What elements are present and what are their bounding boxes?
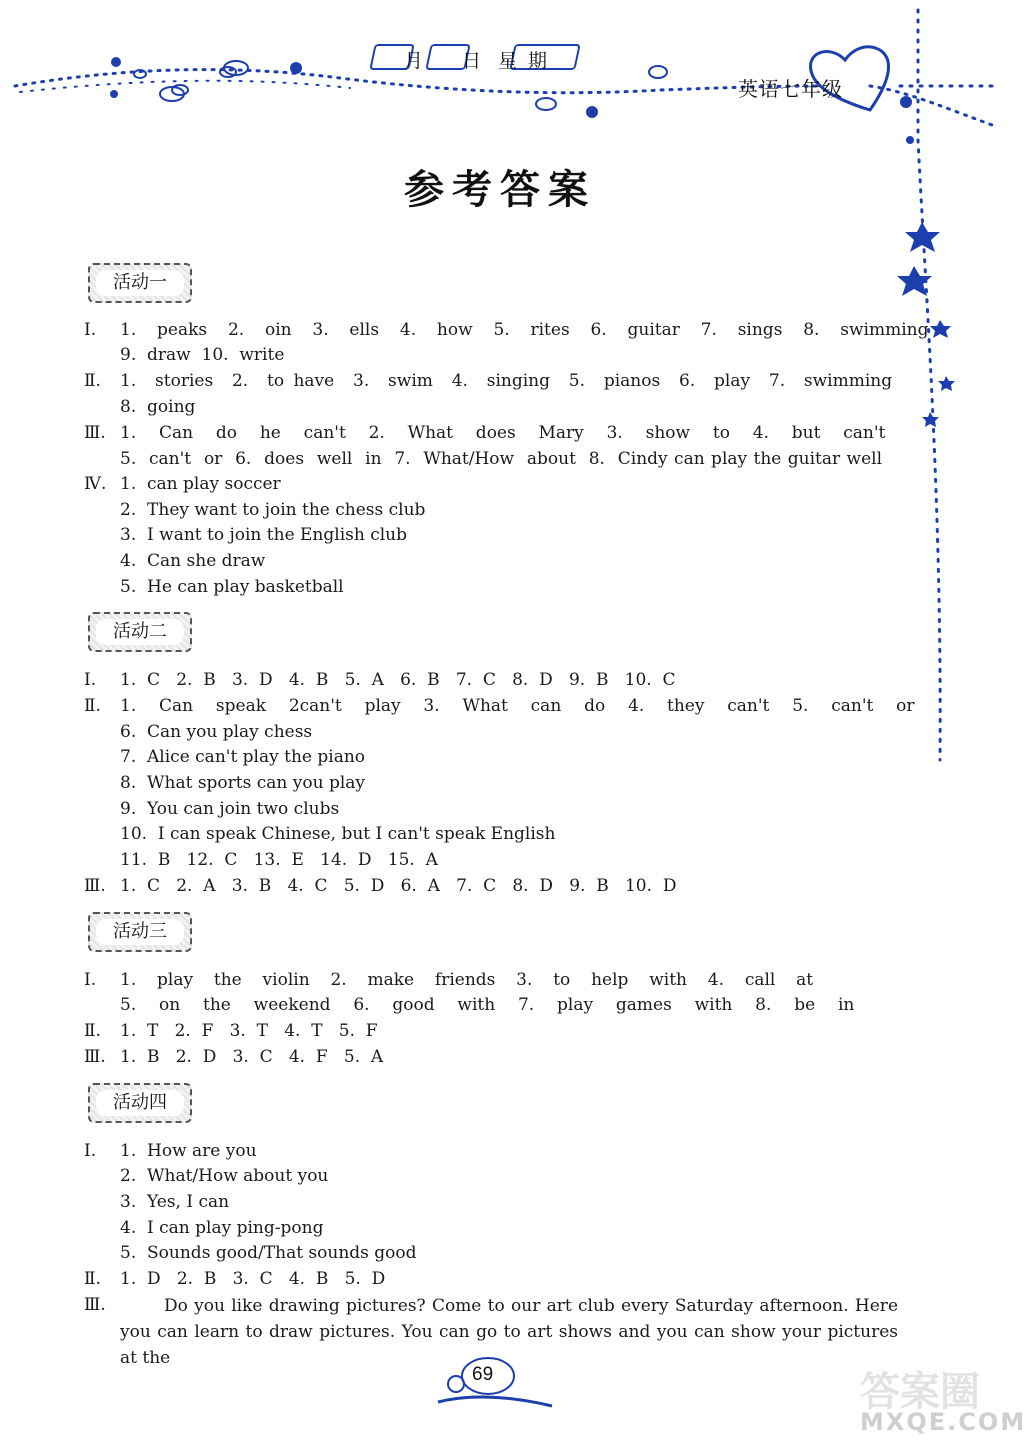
page-title: 参考答案 — [404, 167, 596, 213]
section-badge-3 — [88, 912, 192, 952]
answer-line: 1. Can do he can't 2. What does Mary 3. show to 4. but can't — [120, 423, 886, 443]
part-number: Ⅲ. — [84, 1047, 106, 1067]
answer-line: 3. Yes, I can — [120, 1192, 230, 1212]
answer-line: 2. What/How about you — [120, 1166, 329, 1186]
answer-line: 5. Sounds good/That sounds good — [120, 1243, 417, 1263]
part-number: Ⅰ. — [84, 670, 97, 690]
answer-line: 1. Can speak 2can't play 3. What can do 4. they can't 5. can't or — [120, 696, 915, 716]
subject-label: 英语七年级 — [738, 77, 843, 101]
answer-line: 8. going — [120, 397, 196, 417]
answer-line: 1. stories 2. to have 3. swim 4. singing 5. pianos 6. play 7. swimming — [120, 371, 893, 391]
section-badge-label: 活动一 — [96, 270, 184, 296]
date-label-star: 星 — [498, 50, 518, 72]
answer-line: 8. What sports can you play — [120, 773, 366, 793]
answer-line: 2. They want to join the chess club — [120, 500, 426, 520]
answer-line: 9. draw 10. write — [120, 345, 285, 365]
watermark-text: MXQE.COM — [860, 1408, 1026, 1436]
part-number: Ⅱ. — [84, 371, 101, 391]
section-badge-label: 活动四 — [96, 1090, 184, 1116]
answer-line: 5. He can play basketball — [120, 577, 344, 597]
answer-line: 1. peaks 2. oin 3. ells 4. how 5. rites 6. guitar 7. sings 8. swimming — [120, 320, 929, 340]
answer-line: 1. can play soccer — [120, 474, 281, 494]
part-number: Ⅲ. — [84, 423, 106, 443]
answer-line: 1. T 2. F 3. T 4. T 5. F — [120, 1021, 378, 1041]
answer-line: 5. on the weekend 6. good with 7. play games with 8. be in — [120, 995, 855, 1015]
page-number-decoration — [430, 1350, 560, 1410]
part-number: Ⅰ. — [84, 1141, 97, 1161]
part-number: Ⅱ. — [84, 1269, 101, 1289]
date-boxes — [372, 44, 582, 70]
watermark-logo: 答案圈 — [860, 1369, 980, 1415]
answer-line: 10. I can speak Chinese, but I can't speak English — [120, 824, 556, 844]
part-number: Ⅲ. — [84, 1295, 106, 1315]
page-number: 69 — [472, 1364, 494, 1385]
part-number: Ⅱ. — [84, 1021, 101, 1041]
answer-line: 5. can't or 6. does well in 7. What/How about 8. Cindy can play the guitar well — [120, 449, 883, 469]
answer-line: 1. D 2. B 3. C 4. B 5. D — [120, 1269, 386, 1289]
answer-line: 4. I can play ping-pong — [120, 1218, 324, 1238]
answer-line: 6. Can you play chess — [120, 722, 313, 742]
answer-paragraph-text: Do you like drawing pictures? Come to our art club every Saturday afternoon. Here you can learn to draw pictures. You can go to art shows and you can show your pictures at the — [120, 1296, 898, 1368]
section-badge-label: 活动三 — [96, 919, 184, 945]
section-badge-label: 活动二 — [96, 619, 184, 645]
date-label-day: 日 — [462, 50, 482, 72]
section-badge-2 — [88, 612, 192, 652]
answer-line: 1. C 2. B 3. D 4. B 5. A 6. B 7. C 8. D 9. B 10. C — [120, 670, 676, 690]
part-number: Ⅳ. — [84, 474, 107, 494]
part-number: Ⅱ. — [84, 696, 101, 716]
answer-line: 7. Alice can't play the piano — [120, 747, 366, 767]
date-label-month: 月 — [404, 50, 424, 72]
answer-line: 1. C 2. A 3. B 4. C 5. D 6. A 7. C 8. D 9. B 10. D — [120, 876, 677, 896]
answer-line: 1. How are you — [120, 1141, 257, 1161]
section-badge-4 — [88, 1083, 192, 1123]
part-number: Ⅰ. — [84, 320, 97, 340]
answer-line: 9. You can join two clubs — [120, 799, 340, 819]
date-label-period: 期 — [528, 50, 548, 72]
answer-line: 1. B 2. D 3. C 4. F 5. A — [120, 1047, 384, 1067]
answer-line: 4. Can she draw — [120, 551, 266, 571]
part-number: Ⅰ. — [84, 970, 97, 990]
answer-line: 1. play the violin 2. make friends 3. to help with 4. call at — [120, 970, 814, 990]
section-badge-1 — [88, 263, 192, 303]
answer-line: 3. I want to join the English club — [120, 525, 408, 545]
part-number: Ⅲ. — [84, 876, 106, 896]
answer-line: 11. B 12. C 13. E 14. D 15. A — [120, 850, 438, 870]
